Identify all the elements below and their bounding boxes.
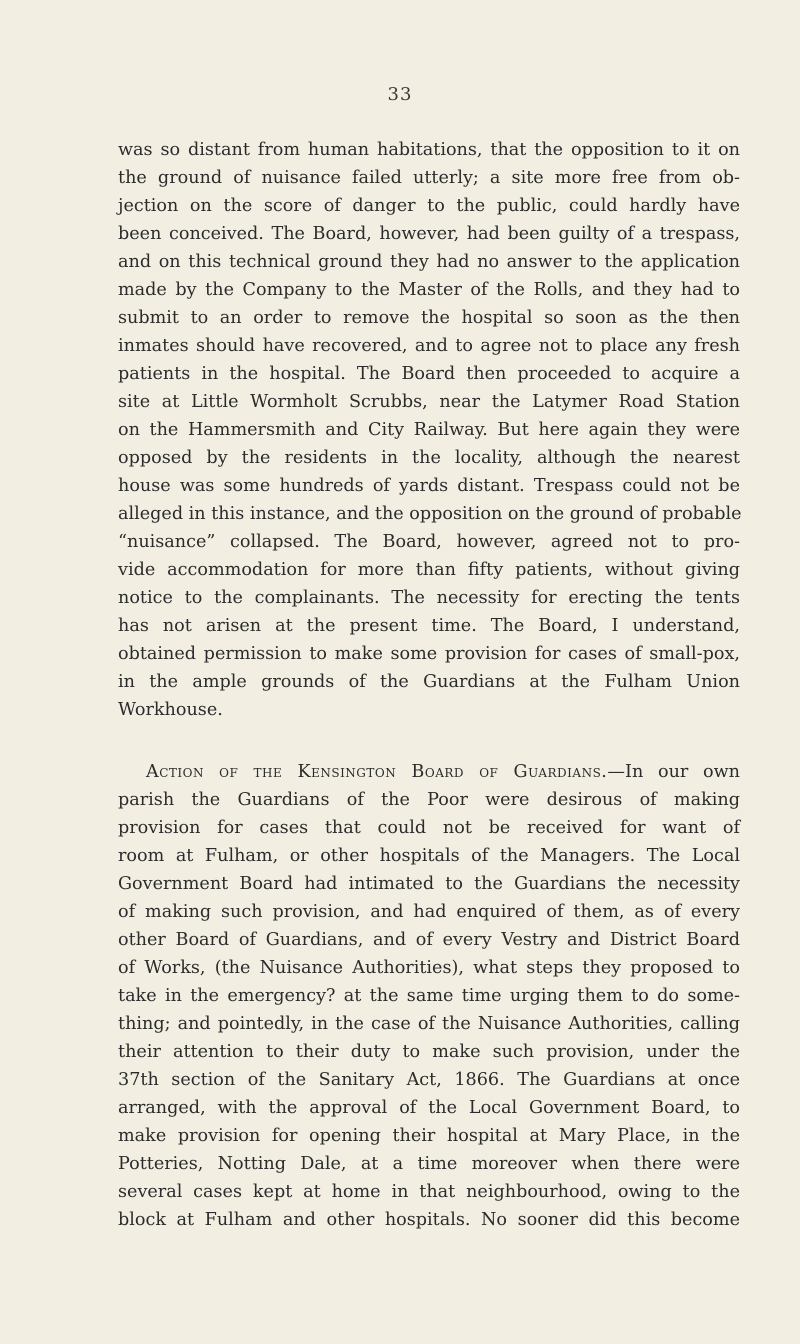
text-line: submit to an order to remove the hospital so soon as the then — [118, 308, 740, 328]
text-line: 37th section of the Sanitary Act, 1866. The Guardians at once — [118, 1070, 740, 1090]
text-line: make provision for opening their hospital at Mary Place, in the — [118, 1126, 740, 1146]
text-line: on the Hammersmith and City Railway. But here again they were — [118, 420, 740, 440]
text-line: provision for cases that could not be received for want of — [118, 818, 740, 838]
text-line: house was some hundreds of yards distant. Trespass could not be — [118, 476, 740, 496]
text-line: room at Fulham, or other hospitals of the Managers. The Local — [118, 846, 740, 866]
text-line: obtained permission to make some provision for cases of small-pox, — [118, 644, 740, 664]
text-line: block at Fulham and other hospitals. No sooner did this become — [118, 1210, 740, 1230]
text-line: parish the Guardians of the Poor were desirous of making — [118, 790, 740, 810]
text-line: was so distant from human habitations, that the opposition to it on — [118, 140, 740, 160]
section-heading: Action of the Kensington Board of Guardians. — [146, 762, 608, 782]
text-line: of making such provision, and had enquired of them, as of every — [118, 902, 740, 922]
text-line: site at Little Wormholt Scrubbs, near the Latymer Road Station — [118, 392, 740, 412]
text-line: inmates should have recovered, and to agree not to place any fresh — [118, 336, 740, 356]
text-line: several cases kept at home in that neighbourhood, owing to the — [118, 1182, 740, 1202]
text-line: Workhouse. — [118, 700, 223, 720]
text-line: of Works, (the Nuisance Authorities), what steps they proposed to — [118, 958, 740, 978]
text-line: patients in the hospital. The Board then proceeded to acquire a — [118, 364, 740, 384]
text-line: notice to the complainants. The necessity for erecting the tents — [118, 588, 740, 608]
text-line: been conceived. The Board, however, had been guilty of a trespass, — [118, 224, 740, 244]
text-line: has not arisen at the present time. The Board, I understand, — [118, 616, 740, 636]
text-line-rest: —In our own — [607, 762, 740, 782]
page-number: 33 — [387, 84, 413, 105]
text-line: Potteries, Notting Dale, at a time moreover when there were — [118, 1154, 740, 1174]
section-heading-line — [146, 760, 740, 784]
text-line: their attention to their duty to make such provision, under the — [118, 1042, 740, 1062]
text-line: arranged, with the approval of the Local Government Board, to — [118, 1098, 740, 1118]
text-line: take in the emergency? at the same time urging them to do some- — [118, 986, 740, 1006]
text-line: “nuisance” collapsed. The Board, however, agreed not to pro- — [118, 532, 740, 552]
text-line: vide accommodation for more than fifty patients, without giving — [118, 560, 740, 580]
text-line: jection on the score of danger to the public, could hardly have — [118, 196, 740, 216]
text-line: and on this technical ground they had no answer to the application — [118, 252, 740, 272]
text-line: the ground of nuisance failed utterly; a site more free from ob- — [118, 168, 740, 188]
text-line: Government Board had intimated to the Guardians the necessity — [118, 874, 740, 894]
text-line: alleged in this instance, and the opposition on the ground of probable — [118, 504, 742, 524]
text-line: thing; and pointedly, in the case of the Nuisance Authorities, calling — [118, 1014, 740, 1034]
text-line: other Board of Guardians, and of every Vestry and District Board — [118, 930, 740, 950]
text-line: made by the Company to the Master of the Rolls, and they had to — [118, 280, 740, 300]
text-line: in the ample grounds of the Guardians at the Fulham Union — [118, 672, 740, 692]
text-line: opposed by the residents in the locality, although the nearest — [118, 448, 740, 468]
